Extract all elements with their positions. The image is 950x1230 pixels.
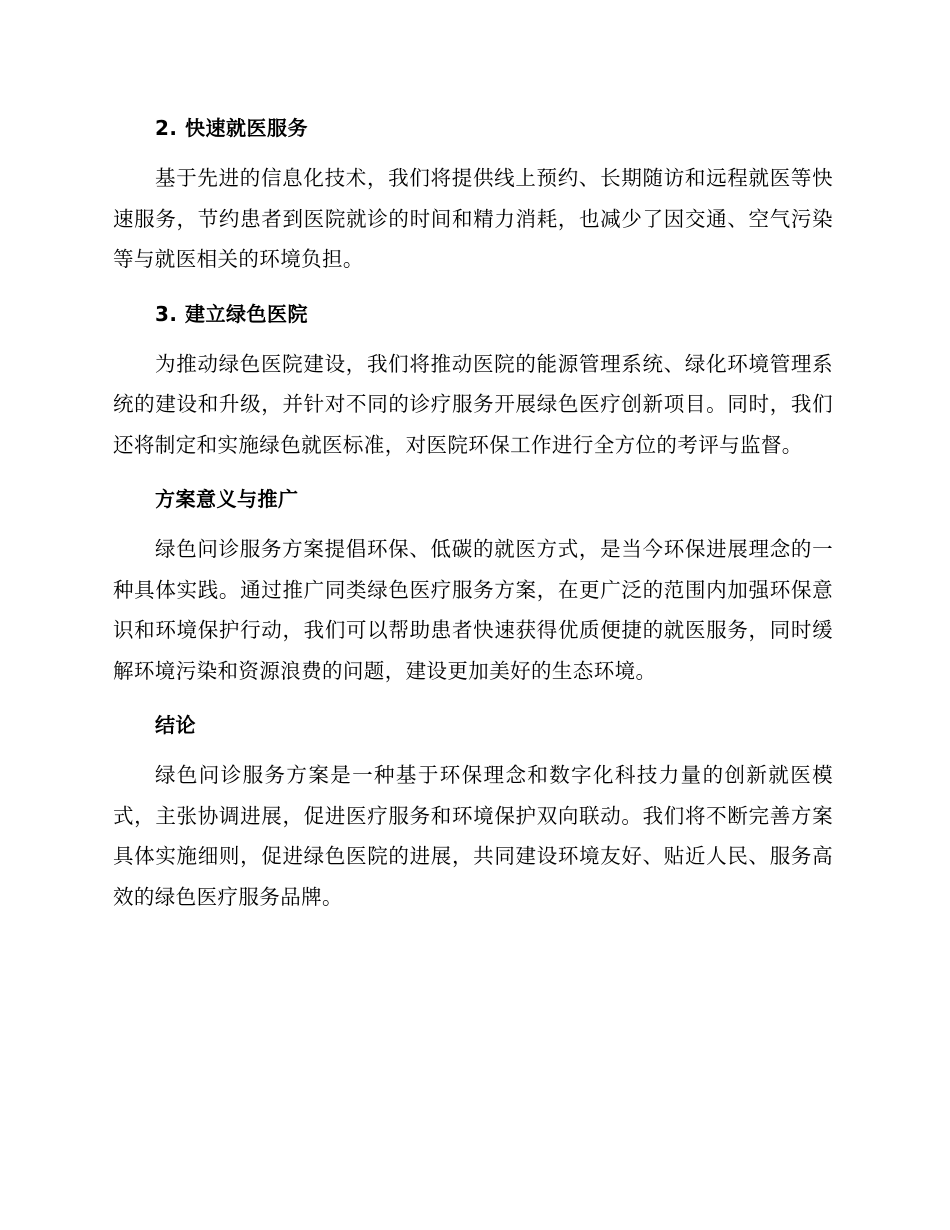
- section-paragraph: 为推动绿色医院建设，我们将推动医院的能源管理系统、绿化环境管理系统的建设和升级，并针对不同的诊疗服务开展绿色医疗创新项目。同时，我们还将制定和实施绿色就医标准，对医院环保工作进行全方位的考评与监督。: [113, 351, 833, 457]
- document-page: [113, 108, 833, 931]
- section-conclusion: [113, 705, 833, 917]
- section-green-hospital: [113, 294, 833, 466]
- section-significance-promotion: [113, 479, 833, 691]
- section-heading: 3. 建立绿色医院: [155, 301, 308, 326]
- section-heading: 2. 快速就医服务: [155, 116, 308, 140]
- section-paragraph: 绿色问诊服务方案是一种基于环保理念和数字化科技力量的创新就医模式，主张协调进展，促进医疗服务和环境保护双向联动。我们将不断完善方案具体实施细则，促进绿色医院的进展，共同建设环境友好、贴近人民、服务高效的绿色医疗服务品牌。: [113, 763, 833, 909]
- section-fast-medical-service: [113, 108, 833, 280]
- section-heading: 结论: [155, 713, 196, 737]
- section-paragraph: 绿色问诊服务方案提倡环保、低碳的就医方式，是当今环保进展理念的一种具体实践。通过推广同类绿色医疗服务方案，在更广泛的范围内加强环保意识和环境保护行动，我们可以帮助患者快速获得优质便捷的就医服务，同时缓解环境污染和资源浪费的问题，建设更加美好的生态环境。: [113, 537, 833, 683]
- section-paragraph: 基于先进的信息化技术，我们将提供线上预约、长期随访和远程就医等快速服务，节约患者到医院就诊的时间和精力消耗，也减少了因交通、空气污染等与就医相关的环境负担。: [113, 166, 833, 271]
- section-heading: 方案意义与推广: [155, 487, 299, 511]
